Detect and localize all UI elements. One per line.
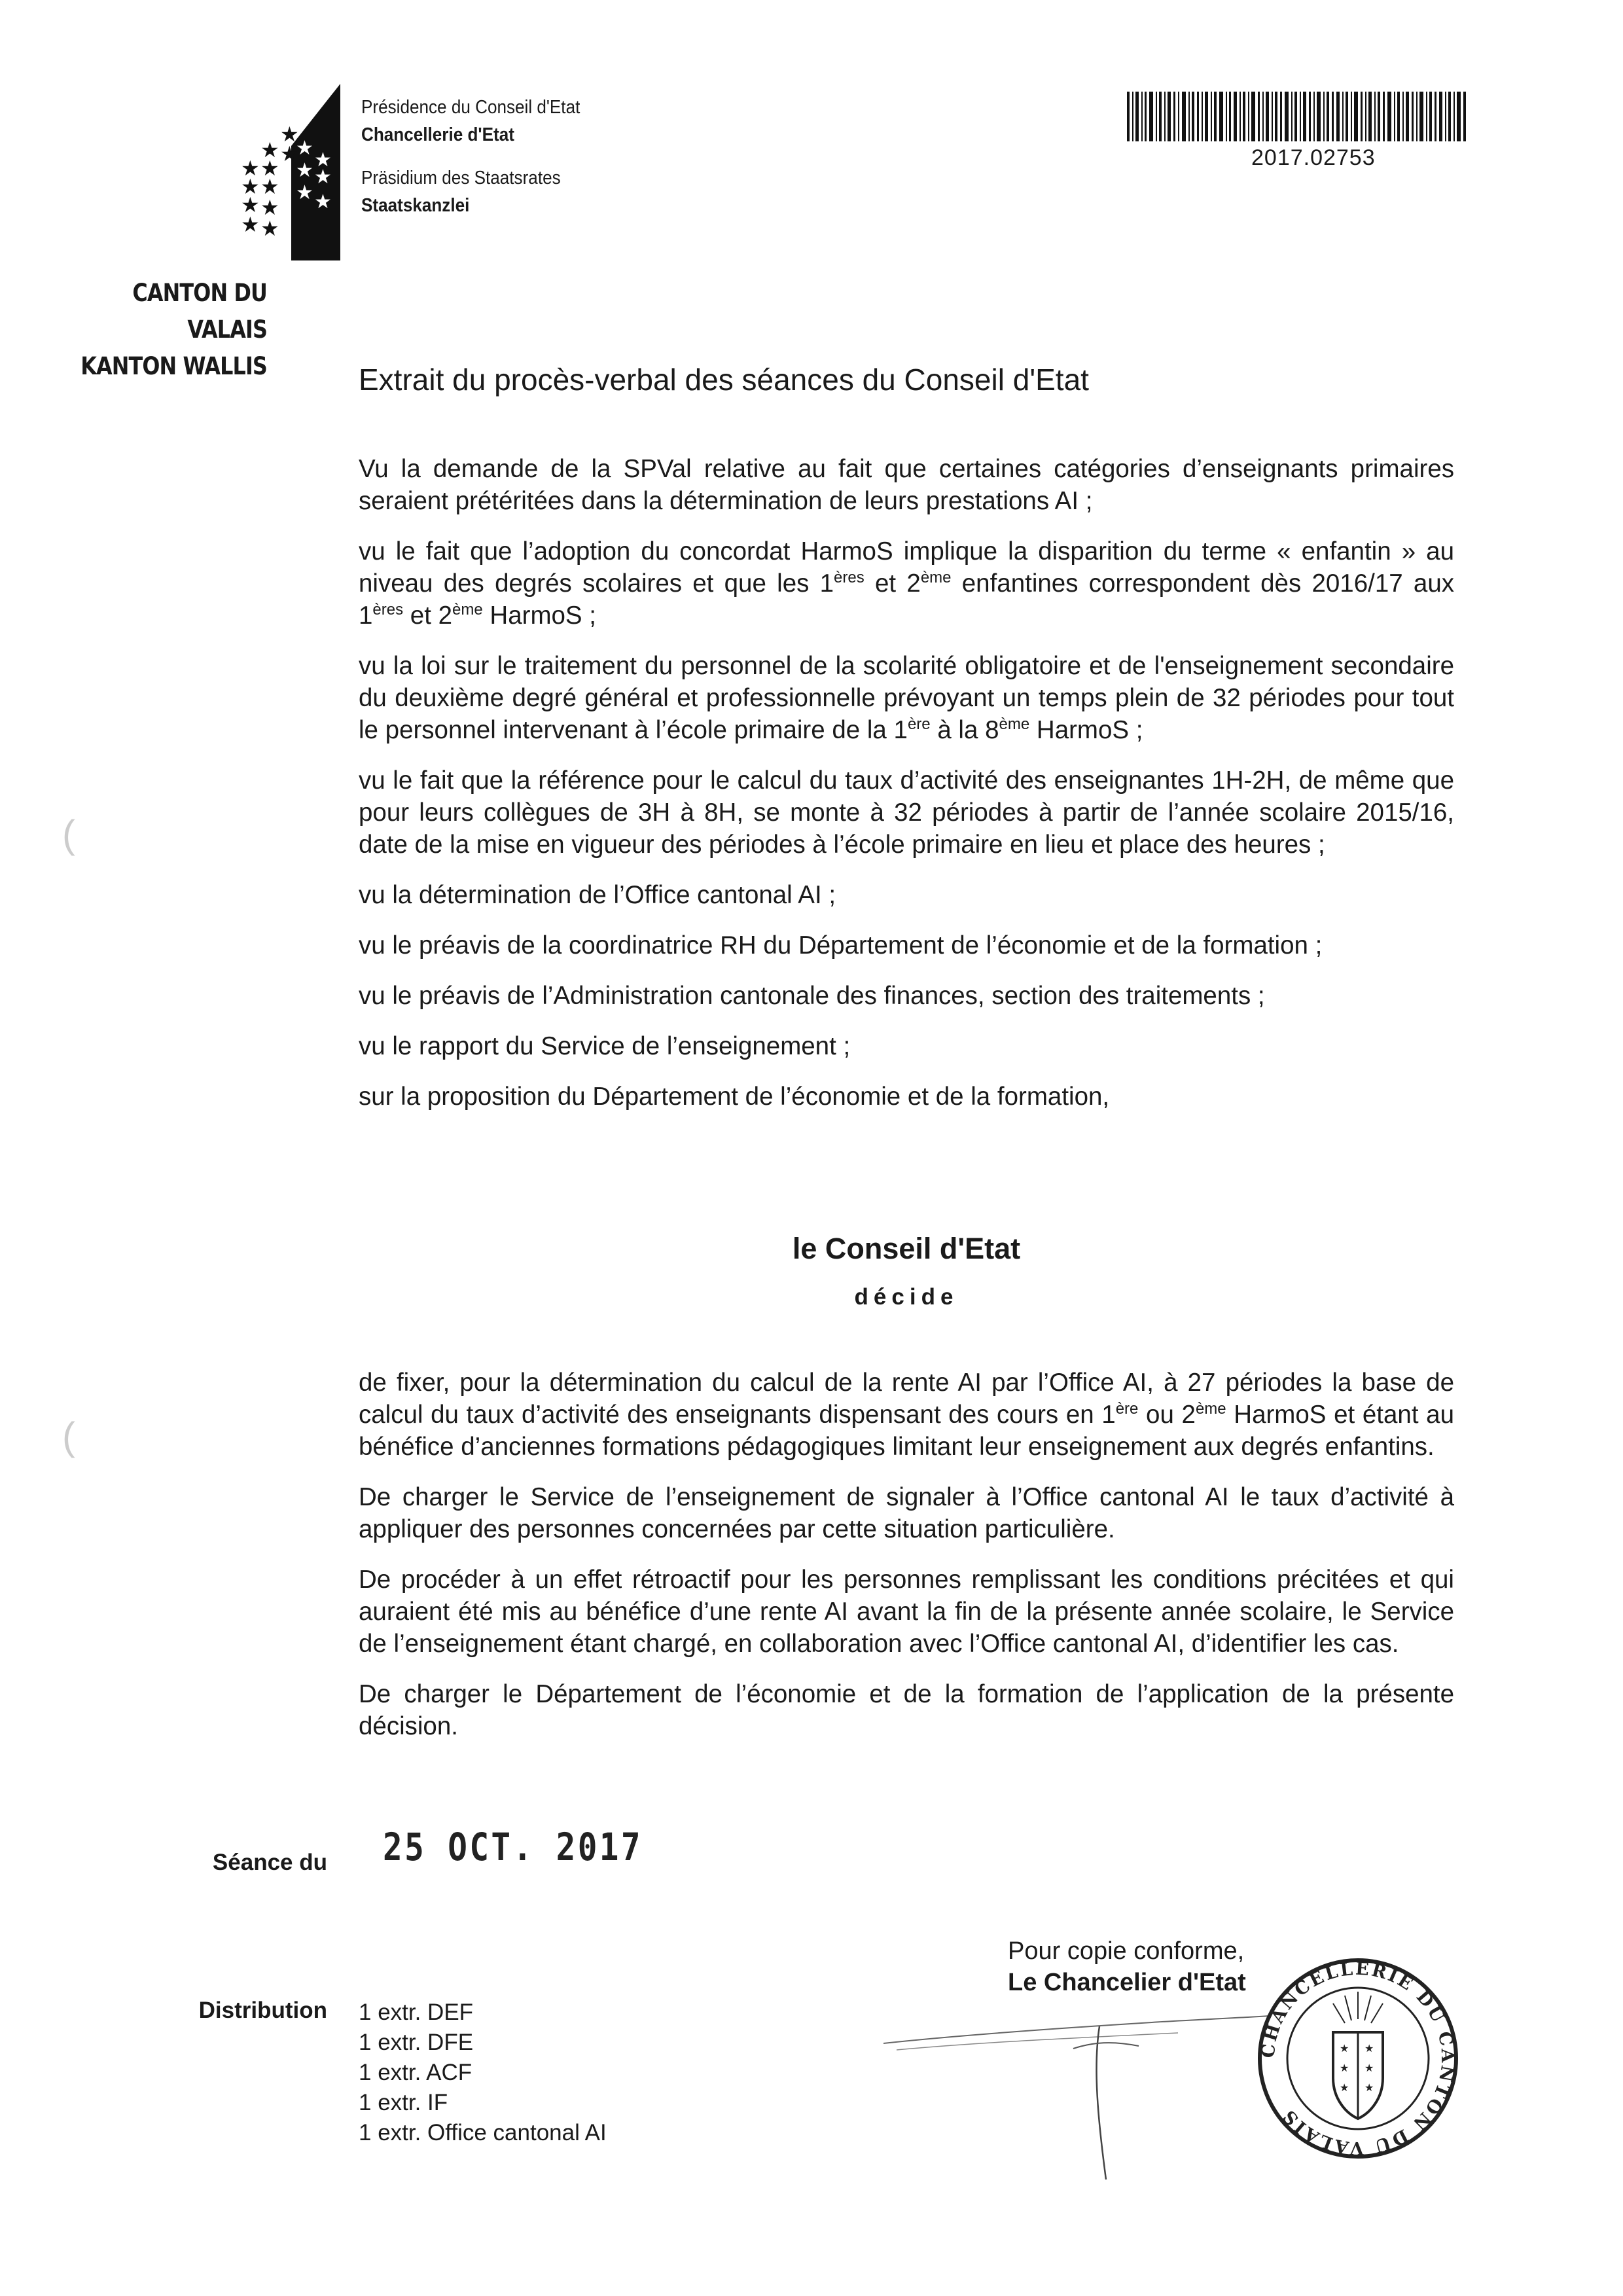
canton-name-fr: CANTON DU VALAIS <box>132 279 267 344</box>
svg-text:★: ★ <box>260 174 279 199</box>
seance-date-stamp: 25 OCT. 2017 <box>383 1825 643 1869</box>
chancellor-label: Le Chancelier d'Etat <box>1008 1969 1246 1996</box>
svg-text:★: ★ <box>241 156 260 181</box>
distribution-item: 1 extr. DEF <box>359 2000 474 2025</box>
distribution-item: 1 extr. DFE <box>359 2030 474 2055</box>
svg-text:★: ★ <box>314 190 332 213</box>
issuer-fr-line2: Chancellerie d'Etat <box>361 124 514 145</box>
svg-text:★: ★ <box>1364 2062 1374 2074</box>
svg-text:★: ★ <box>1340 2081 1349 2094</box>
canton-name <box>71 275 267 385</box>
decision-2: De charger le Service de l’enseignement de signaler à l’Office cantonal AI le taux d’activité à appliquer des personnes concernées par cette situation particulière. <box>359 1483 1454 1543</box>
scan-mark: ( <box>62 812 75 856</box>
decide-heading: décide <box>854 1284 959 1310</box>
decision-3: De procéder à un effet rétroactif pour les personnes remplissant les conditions précitées et qui auraient été mis au bénéfice d’une rente AI avant la fin de la présente année scolaire, le Service de l’enseignement étant chargé, en collaboration avec l’Office cantonal AI, d’identifier les cas. <box>359 1566 1454 1658</box>
issuer-fr-line1: Présidence du Conseil d'Etat <box>361 97 580 118</box>
copy-conform-label: Pour copie conforme, <box>1008 1937 1245 1965</box>
svg-text:★: ★ <box>241 174 260 199</box>
svg-text:★: ★ <box>241 192 260 217</box>
decision-4: De charger le Département de l’économie et de la formation de l’application de la présente décision. <box>359 1680 1454 1740</box>
considerant-2: vu le fait que l’adoption du concordat HarmoS implique la disparition du terme « enfantin » au niveau des degrés scolaires et que les 1ères et 2ème enfantines correspondent dès 2016/17 aux 1ères et 2ème HarmoS ; <box>359 537 1454 630</box>
svg-text:★: ★ <box>296 137 313 160</box>
svg-text:★: ★ <box>260 195 279 220</box>
svg-text:★: ★ <box>241 212 260 237</box>
decisions <box>359 1367 1454 1761</box>
distribution-item: 1 extr. Office cantonal AI <box>359 2120 607 2145</box>
official-seal-icon <box>1253 1954 1463 2163</box>
signature-icon <box>877 1990 1283 2186</box>
considerants <box>359 453 1454 1131</box>
svg-text:★: ★ <box>1364 2042 1374 2054</box>
barcode-icon <box>1127 92 1467 141</box>
svg-text:★: ★ <box>280 141 299 166</box>
reference-number: 2017.02753 <box>1251 145 1376 170</box>
distribution-item: 1 extr. IF <box>359 2090 448 2115</box>
considerant-8: vu le rapport du Service de l’enseignement ; <box>359 1032 851 1060</box>
distribution-label: Distribution <box>198 1998 327 2023</box>
svg-text:★: ★ <box>1340 2062 1349 2074</box>
considerant-5: vu la détermination de l’Office cantonal AI ; <box>359 881 836 909</box>
scan-mark: ( <box>62 1414 75 1458</box>
considerant-7: vu le préavis de l’Administration cantonale des finances, section des traitements ; <box>359 982 1265 1010</box>
considerant-4: vu le fait que la référence pour le calcul du taux d’activité des enseignantes 1H-2H, de même que pour leurs collègues de 3H à 8H, se monte à 32 périodes à partir de l’année scolaire 2015/16, date de la mise en vigueur des périodes à l’école primaire en lieu et place des heures ; <box>359 766 1454 859</box>
svg-text:★: ★ <box>1364 2081 1374 2094</box>
canton-logo-icon <box>229 84 340 260</box>
distribution-list <box>359 1998 607 2148</box>
canton-name-de: KANTON WALLIS <box>80 352 267 380</box>
issuer-block <box>361 94 580 219</box>
document-title: Extrait du procès-verbal des séances du Conseil d'Etat <box>359 363 1089 397</box>
svg-text:★: ★ <box>314 166 332 188</box>
considerant-3: vu la loi sur le traitement du personnel de la scolarité obligatoire et de l'enseignement secondaire du deuxième degré général et professionnelle prévoyant un temps plein de 32 périodes pour tout le personnel intervenant à l’école primaire de la 1ère à la 8ème HarmoS ; <box>359 652 1454 744</box>
svg-text:★: ★ <box>314 149 332 171</box>
issuer-de-line1: Präsidium des Staatsrates <box>361 168 561 188</box>
seal-text: CHANCELLERIE DU CANTON DU VALAIS <box>1258 1958 1458 2159</box>
seance-label: Séance du <box>212 1850 327 1875</box>
svg-text:★: ★ <box>296 181 313 204</box>
svg-text:★: ★ <box>296 159 313 182</box>
decision-1: de fixer, pour la détermination du calcul de la rente AI par l’Office AI, à 27 périodes la base de calcul du taux d’activité des enseignants dispensant des cours en 1ère ou 2ème HarmoS et étant au bénéfice d’anciennes formations pédagogiques limitant leur enseignement aux degrés enfantins. <box>359 1369 1454 1461</box>
svg-text:★: ★ <box>260 216 279 241</box>
issuer-de-line2: Staatskanzlei <box>361 195 470 216</box>
svg-text:★: ★ <box>1340 2042 1349 2054</box>
distribution-item: 1 extr. ACF <box>359 2060 473 2085</box>
considerant-6: vu le préavis de la coordinatrice RH du Département de l’économie et de la formation ; <box>359 931 1323 960</box>
svg-text:★: ★ <box>280 122 299 147</box>
council-heading: le Conseil d'Etat <box>792 1232 1021 1265</box>
considerant-1: Vu la demande de la SPVal relative au fait que certaines catégories d’enseignants primaires seraient prétéritées dans la détermination de leurs prestations AI ; <box>359 455 1454 515</box>
svg-text:★: ★ <box>260 137 279 162</box>
considerant-9: sur la proposition du Département de l’économie et de la formation, <box>359 1083 1110 1111</box>
svg-text:★: ★ <box>260 156 279 181</box>
